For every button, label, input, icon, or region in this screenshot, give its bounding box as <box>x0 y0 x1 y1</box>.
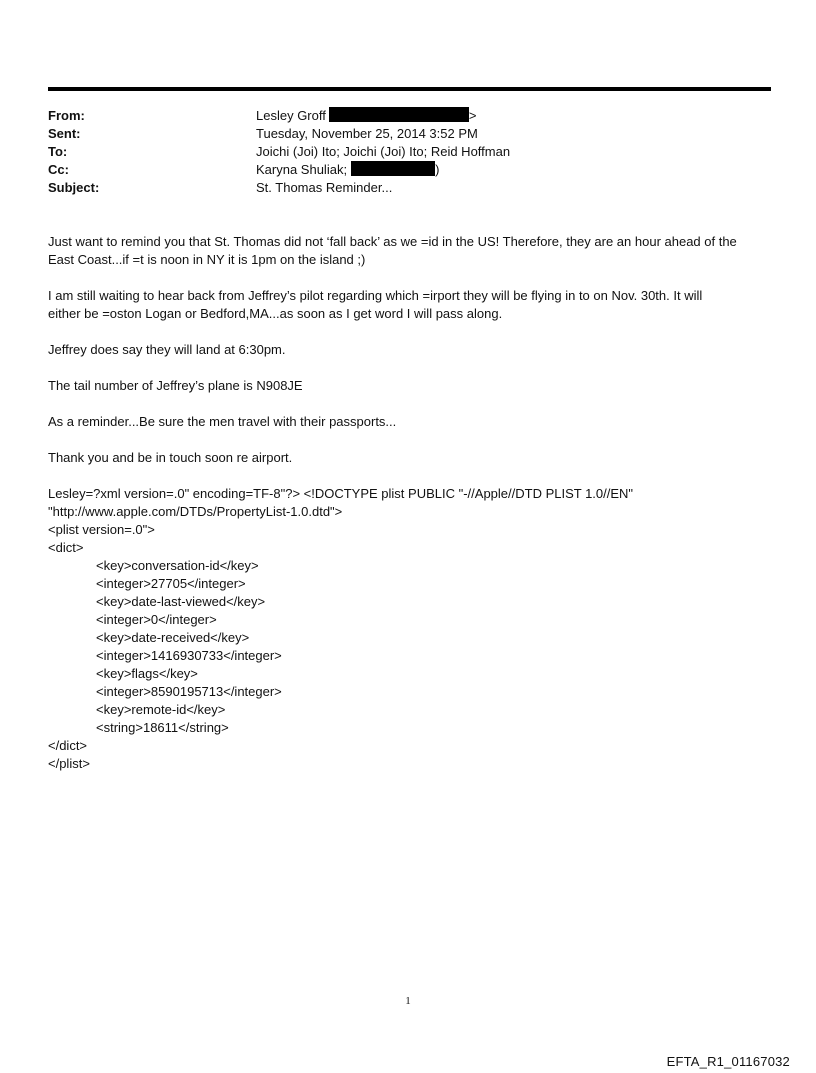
plist-entry: <key>date-received</key> <box>96 630 250 645</box>
from-value <box>256 107 476 125</box>
plist-line: "http://www.apple.com/DTDs/PropertyList-1.0.dtd"> <box>48 504 343 519</box>
subject-value: St. Thomas Reminder... <box>256 180 393 195</box>
cc-row <box>48 161 771 179</box>
subject-row <box>48 179 771 197</box>
redaction-bar <box>329 107 469 122</box>
plist-entry: <key>date-last-viewed</key> <box>96 594 266 609</box>
sent-row <box>48 125 771 143</box>
header-divider <box>48 87 771 91</box>
cc-trail: ) <box>435 162 440 177</box>
plist-entry: <key>conversation-id</key> <box>96 558 259 573</box>
plist-entry: <integer>27705</integer> <box>96 576 246 591</box>
sent-value: Tuesday, November 25, 2014 3:52 PM <box>256 126 478 141</box>
plist-line: </dict> <box>48 738 88 753</box>
cc-label: Cc: <box>48 162 69 177</box>
from-row <box>48 107 771 125</box>
document-id: EFTA_R1_01167032 <box>666 1054 790 1069</box>
plist-entry: <integer>1416930733</integer> <box>96 648 282 663</box>
from-name: Lesley Groff <box>256 108 326 123</box>
from-trail: > <box>468 108 477 123</box>
subject-label: Subject: <box>48 180 100 195</box>
redaction-bar <box>351 161 435 176</box>
body-line: either be =oston Logan or Bedford,MA...as soon as I get word I will pass along. <box>48 306 503 321</box>
plist-line: <plist version=.0"> <box>48 522 155 537</box>
email-body <box>48 233 778 773</box>
cc-value <box>256 161 439 179</box>
page-number: 1 <box>405 995 411 1007</box>
to-row <box>48 143 771 161</box>
body-line: Just want to remind you that St. Thomas did not ‘fall back’ as we =id in the US! Therefore, they are an hour ahead of the <box>48 234 737 249</box>
body-line: I am still waiting to hear back from Jeffrey’s pilot regarding which =irport they will be flying in to on Nov. 30th. It will <box>48 288 703 303</box>
plist-line: </plist> <box>48 756 90 771</box>
paragraph-closing: Thank you and be in touch soon re airport. <box>48 450 293 465</box>
to-value: Joichi (Joi) Ito; Joichi (Joi) Ito; Reid Hoffman <box>256 144 511 159</box>
cc-name: Karyna Shuliak; <box>256 162 348 177</box>
paragraph-landing: Jeffrey does say they will land at 6:30pm. <box>48 342 286 357</box>
plist-entry: <integer>0</integer> <box>96 612 217 627</box>
sent-label: Sent: <box>48 126 81 141</box>
paragraph-airport <box>48 287 778 323</box>
plist-line: Lesley=?xml version=.0" encoding=TF-8"?> <!DOCTYPE plist PUBLIC "-//Apple//DTD PLIST 1.0//EN" <box>48 486 634 501</box>
paragraph-time-zone <box>48 233 778 269</box>
to-label: To: <box>48 144 68 159</box>
plist-line: <dict> <box>48 540 84 555</box>
plist-entry: <key>remote-id</key> <box>96 702 226 717</box>
plist-entry: <string>18611</string> <box>96 720 229 735</box>
from-label: From: <box>48 108 85 123</box>
email-header <box>48 107 771 197</box>
plist-entry: <integer>8590195713</integer> <box>96 684 282 699</box>
paragraph-passports: As a reminder...Be sure the men travel with their passports... <box>48 414 397 429</box>
body-line: East Coast...if =t is noon in NY it is 1pm on the island ;) <box>48 252 366 267</box>
plist-entry: <key>flags</key> <box>96 666 198 681</box>
plist-block <box>48 485 778 773</box>
paragraph-tail-number: The tail number of Jeffrey’s plane is N908JE <box>48 378 303 393</box>
